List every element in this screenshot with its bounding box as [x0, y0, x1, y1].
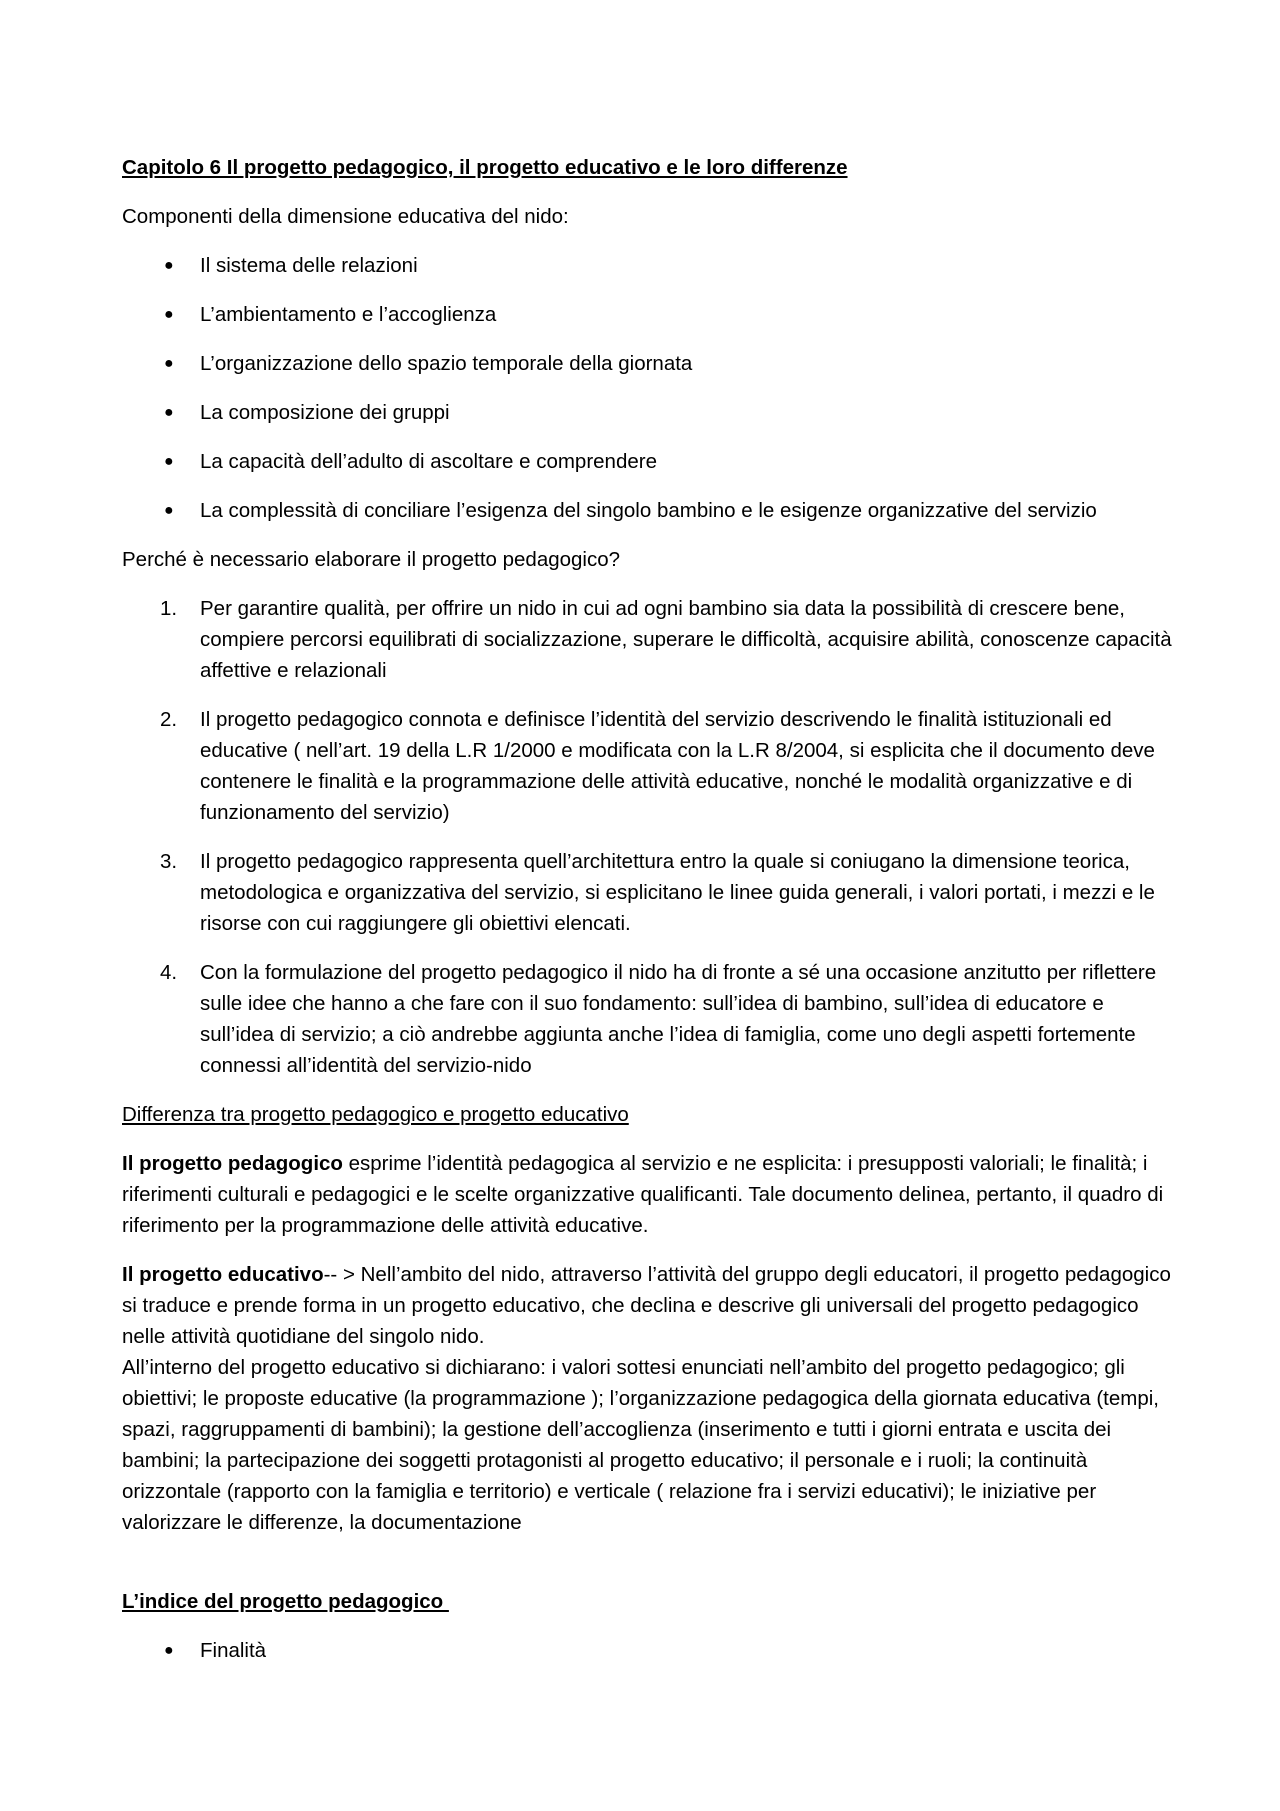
item-number: 1.	[160, 597, 178, 620]
list-item: ● L’ambientamento e l’accoglienza	[122, 299, 1172, 330]
chapter-title: Capitolo 6 Il progetto pedagogico, il progetto educativo e le loro differenze	[122, 156, 848, 179]
numbered-item: 4. Con la formulazione del progetto pedagogico il nido ha di fronte a sé una occasione anzitutto per riflettere sulle idee che hanno a che fare con il suo fondamento: sull’idea di bambino, sull’idea di educatore e sull’idea di servizio; a ciò andrebbe aggiunta anche l’idea di famiglia, come uno degli aspetti fortemente connessi all’identità del servizio-nido	[122, 957, 1172, 1081]
document-page	[122, 152, 1172, 1684]
index-title: L’indice del progetto pedagogico	[122, 1590, 449, 1613]
components-list	[122, 250, 1172, 526]
reasons-list	[122, 593, 1172, 1081]
educativo-paragraph: Il progetto educativo-- > Nell’ambito del nido, attraverso l’attività del gruppo degli educatori, il progetto pedagogico si traduce e prende forma in un progetto educativo, che declina e descrive gli universali del progetto pedagogico nelle attività quotidiane del singolo nido.	[122, 1263, 1171, 1348]
educativo-term: Il progetto educativo	[122, 1263, 324, 1286]
list-item: ● La complessità di conciliare l’esigenza del singolo bambino e le esigenze organizzative del servizio	[122, 495, 1172, 526]
list-item: ● Finalità	[122, 1635, 1172, 1666]
list-item: ● La composizione dei gruppi	[122, 397, 1172, 428]
list-item: ● La capacità dell’adulto di ascoltare e comprendere	[122, 446, 1172, 477]
bullet-icon: ●	[164, 1642, 174, 1659]
list-item: ● Il sistema delle relazioni	[122, 250, 1172, 281]
item-number: 3.	[160, 850, 178, 873]
pedagogico-paragraph: Il progetto pedagogico esprime l’identità pedagogica al servizio e ne esplicita: i presupposti valoriali; le finalità; i riferimenti culturali e pedagogici e le scelte organizzative qualificanti. Tale documento delinea, pertanto, il quadro di riferimento per la programmazione delle attività educative.	[122, 1152, 1164, 1237]
bullet-icon: ●	[164, 453, 174, 470]
educativo-paragraph-continued: All’interno del progetto educativo si dichiarano: i valori sottesi enunciati nell’ambito del progetto pedagogico; gli obiettivi; le proposte educative (la programmazione ); l’organizzazione pedagogica della giornata educativa (tempi, spazi, raggruppamenti di bambini); la gestione dell’accoglienza (inserimento e tutti i giorni entrata e uscita dei bambini; la partecipazione dei soggetti protagonisti al progetto educativo; il personale e i ruoli; la continuità orizzontale (rapporto con la famiglia e territorio) e verticale ( relazione fra i servizi educativi); le iniziative per valorizzare le differenze, la documentazione	[122, 1356, 1159, 1534]
bullet-icon: ●	[164, 404, 174, 421]
pedagogico-term: Il progetto pedagogico	[122, 1152, 343, 1175]
numbered-item: 2. Il progetto pedagogico connota e definisce l’identità del servizio descrivendo le finalità istituzionali ed educative ( nell’art. 19 della L.R 1/2000 e modificata con la L.R 8/2004, si esplicita che il documento deve contenere le finalità e la programmazione delle attività educative, nonché le modalità organizzative e di funzionamento del servizio)	[122, 704, 1172, 828]
numbered-item: 3. Il progetto pedagogico rappresenta quell’architettura entro la quale si coniugano la dimensione teorica, metodologica e organizzativa del servizio, si esplicitano le linee guida generali, i valori portati, i mezzi e le risorse con cui raggiungere gli obiettivi elencati.	[122, 846, 1172, 939]
index-list	[122, 1635, 1172, 1666]
bullet-icon: ●	[164, 355, 174, 372]
question-text: Perché è necessario elaborare il progetto pedagogico?	[122, 548, 621, 571]
list-item: ● L’organizzazione dello spazio temporale della giornata	[122, 348, 1172, 379]
difference-subtitle: Differenza tra progetto pedagogico e progetto educativo	[122, 1103, 629, 1126]
item-number: 4.	[160, 961, 178, 984]
components-intro: Componenti della dimensione educativa del nido:	[122, 205, 569, 228]
bullet-icon: ●	[164, 502, 174, 519]
bullet-icon: ●	[164, 257, 174, 274]
bullet-icon: ●	[164, 306, 174, 323]
item-number: 2.	[160, 708, 178, 731]
numbered-item: 1. Per garantire qualità, per offrire un nido in cui ad ogni bambino sia data la possibilità di crescere bene, compiere percorsi equilibrati di socializzazione, superare le difficoltà, acquisire abilità, conoscenze capacità affettive e relazionali	[122, 593, 1172, 686]
